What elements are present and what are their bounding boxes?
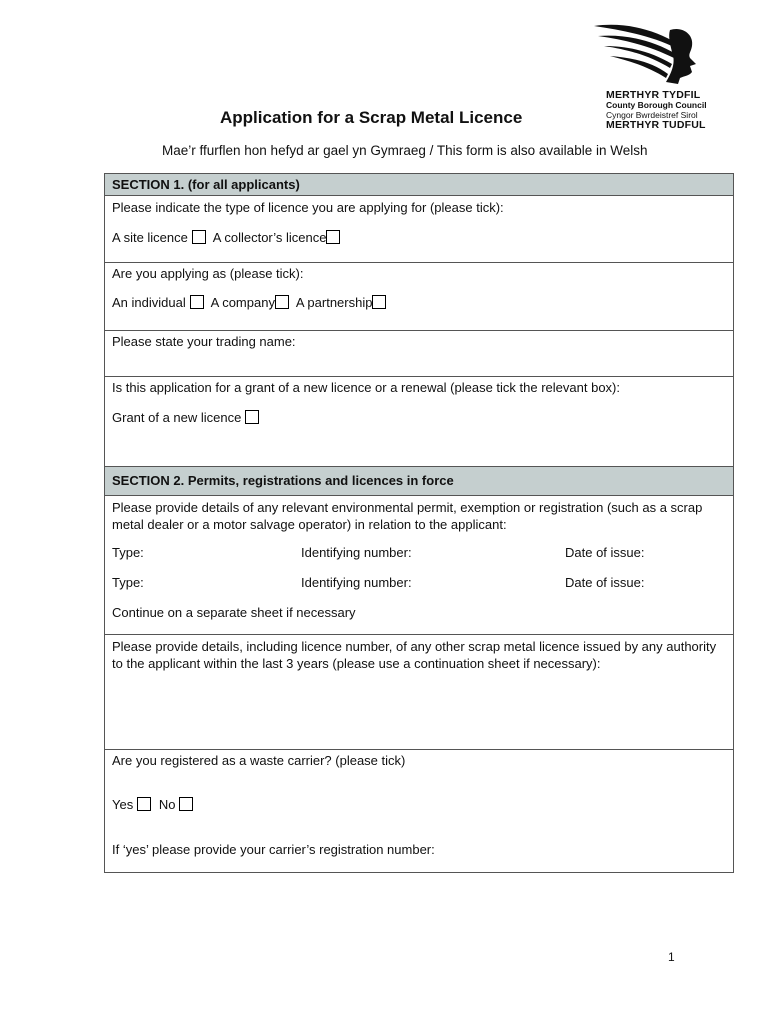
continue-note: Continue on a separate sheet if necessary [112,605,356,620]
grant-new-licence-label: Grant of a new licence [112,410,242,425]
no-checkbox[interactable] [179,797,193,811]
partnership-label: A partnership [295,295,373,310]
date-of-issue-label-1[interactable]: Date of issue: [565,545,645,560]
logo-line-3: Cyngor Bwrdeistref Sirol [606,110,698,120]
section1-header: SECTION 1. (for all applicants) [105,174,733,196]
page-title: Application for a Scrap Metal Licence [220,108,523,127]
application-form [104,173,734,873]
page-number: 1 [668,950,675,964]
applying-as-question: Are you applying as (please tick): [112,266,304,281]
site-licence-checkbox[interactable] [192,230,206,244]
permits-row [105,496,733,635]
welsh-availability-note: Mae’r ffurflen hon hefyd ar gael yn Gymraeg / This form is also available in Welsh [162,143,648,158]
licence-type-question: Please indicate the type of licence you are applying for (please tick): [112,200,504,215]
section2-header: SECTION 2. Permits, registrations and licences in force [105,467,733,496]
no-label: No [158,797,176,812]
type-label-1: Type: [112,545,144,560]
waste-carrier-question: Are you registered as a waste carrier? (please tick) [112,753,406,768]
other-licence-question: Please provide details, including licence number, of any other scrap metal licence issued by any authority to the applicant within the last 3 years (please use a continuation sheet if necessary): [112,639,717,671]
carrier-registration-label: If ‘yes’ please provide your carrier’s registration number: [112,842,435,857]
yes-checkbox[interactable] [137,797,151,811]
waste-carrier-row [105,750,733,872]
grant-renewal-row [105,377,733,467]
applying-as-row [105,263,733,331]
company-label: A company [210,295,275,310]
logo-line-1: MERTHYR TYDFIL [606,89,701,101]
other-licence-row[interactable] [105,635,733,750]
trading-name-row[interactable] [105,331,733,377]
council-logo [592,22,722,138]
licence-type-row [105,196,733,263]
logo-line-4: MERTHYR TUDFUL [606,119,706,131]
permits-question: Please provide details of any relevant environmental permit, exemption or registration (such as a scrap metal dealer or a motor salvage operator) in relation to the applicant: [112,500,703,532]
grant-renewal-question: Is this application for a grant of a new licence or a renewal (please tick the relevant box): [112,380,620,395]
type-label-2: Type: [112,575,144,590]
yes-label: Yes [112,797,134,812]
individual-checkbox[interactable] [190,295,204,309]
grant-new-licence-checkbox[interactable] [245,410,259,424]
identifying-number-label-1[interactable]: Identifying number: [301,545,412,560]
logo-line-2: County Borough Council [606,100,707,110]
site-licence-label: A site licence [112,230,188,245]
logo-emblem-icon [592,22,702,92]
partnership-checkbox[interactable] [372,295,386,309]
trading-name-label: Please state your trading name: [112,334,296,349]
individual-label: An individual [112,295,186,310]
date-of-issue-label-2[interactable]: Date of issue: [565,575,645,590]
collector-licence-checkbox[interactable] [326,230,340,244]
identifying-number-label-2[interactable]: Identifying number: [301,575,412,590]
company-checkbox[interactable] [275,295,289,309]
collector-licence-label: A collector’s licence [212,230,327,245]
